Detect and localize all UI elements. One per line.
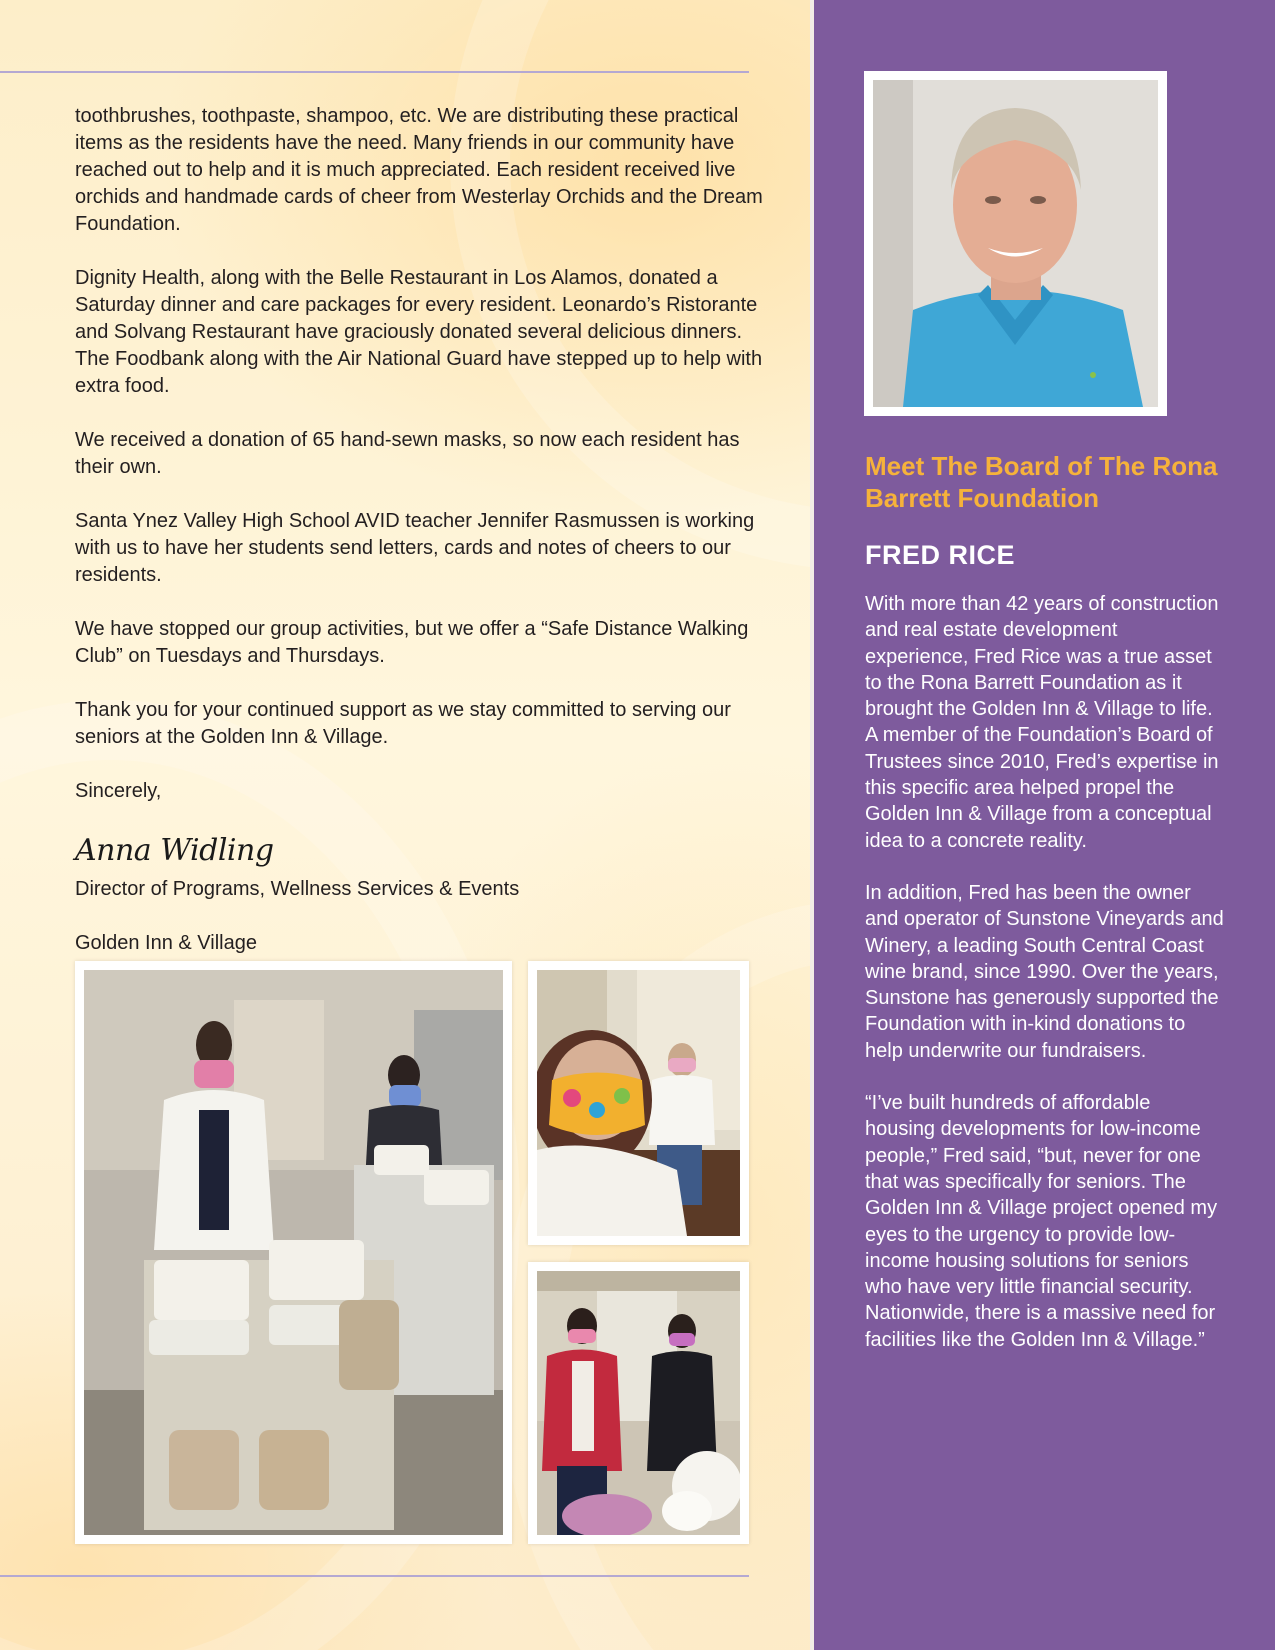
- signer-title: Director of Programs, Wellness Services & Events: [75, 878, 520, 900]
- letter-paragraph: toothbrushes, toothpaste, shampoo, etc. We are distributing these practical items as the residents have the need. Many friends in our community have reached out to help and it is much appreciated. Each resident received live orchids and handmade cards of cheer from Westerlay Orchids and the Dream Foundation.: [75, 105, 763, 235]
- letter-closing: Sincerely,: [75, 780, 162, 802]
- top-divider: [0, 71, 749, 73]
- photo-volunteers-kitchen: [84, 970, 503, 1535]
- photo-selfie-residents: [537, 970, 740, 1236]
- bottom-divider: [0, 1575, 749, 1577]
- board-heading: Meet The Board of The Rona Barrett Foundation: [865, 451, 1218, 513]
- photo-kitchen-frame: [75, 961, 512, 1544]
- letter-paragraph: Santa Ynez Valley High School AVID teacher Jennifer Rasmussen is working with us to have her students send letters, cards and notes of cheers to our residents.: [75, 510, 755, 586]
- photo-staff-entrance: [537, 1271, 740, 1535]
- portrait-fred-rice: [873, 80, 1158, 407]
- bio-paragraph: “I’ve built hundreds of affordable housing developments for low-income people,” Fred said, “but, never for one that was specifically for seniors. The Golden Inn & Village project opened my eyes to the urgency to provide low-income housing solutions for seniors who have very little financial security. Nationwide, there is a massive need for facilities like the Golden Inn & Village.”: [865, 1092, 1218, 1351]
- letter-paragraph: Dignity Health, along with the Belle Restaurant in Los Alamos, donated a Saturday dinner and care packages for every resident. Leonardo’s Ristorante and Solvang Restaurant have graciously donated several delicious dinners. The Foodbank along with the Air National Guard have stepped up to help with extra food.: [75, 267, 763, 397]
- letter-paragraph: We received a donation of 65 hand-sewn masks, so now each resident has their own.: [75, 429, 740, 478]
- bio-paragraph: With more than 42 years of construction and real estate development experience, Fred Rice was a true asset to the Rona Barrett Foundation as it brought the Golden Inn & Village to life. A member of the Foundation’s Board of Trustees since 2010, Fred’s expertise in this specific area helped propel the Golden Inn & Village from a conceptual idea to a concrete reality.: [865, 593, 1219, 852]
- photo-entrance-frame: [528, 1262, 749, 1544]
- member-bio: [865, 591, 1225, 1379]
- letter-paragraph: Thank you for your continued support as we stay committed to serving our seniors at the Golden Inn & Village.: [75, 699, 731, 748]
- bio-paragraph: In addition, Fred has been the owner and operator of Sunstone Vineyards and Winery, a leading South Central Coast wine brand, since 1990. Over the years, Sunstone has generously supported the Foundation with in-kind donations to help underwrite our fundraisers.: [865, 881, 1224, 1062]
- photo-selfie-frame: [528, 961, 749, 1245]
- letter-body: [75, 103, 775, 984]
- signature: Anna Widling: [75, 833, 274, 868]
- letter-paragraph: We have stopped our group activities, but we offer a “Safe Distance Walking Club” on Tuesdays and Thursdays.: [75, 618, 749, 667]
- signer-organization: Golden Inn & Village: [75, 932, 257, 954]
- portrait-frame: [864, 71, 1167, 416]
- member-name: FRED RICE: [865, 540, 1016, 570]
